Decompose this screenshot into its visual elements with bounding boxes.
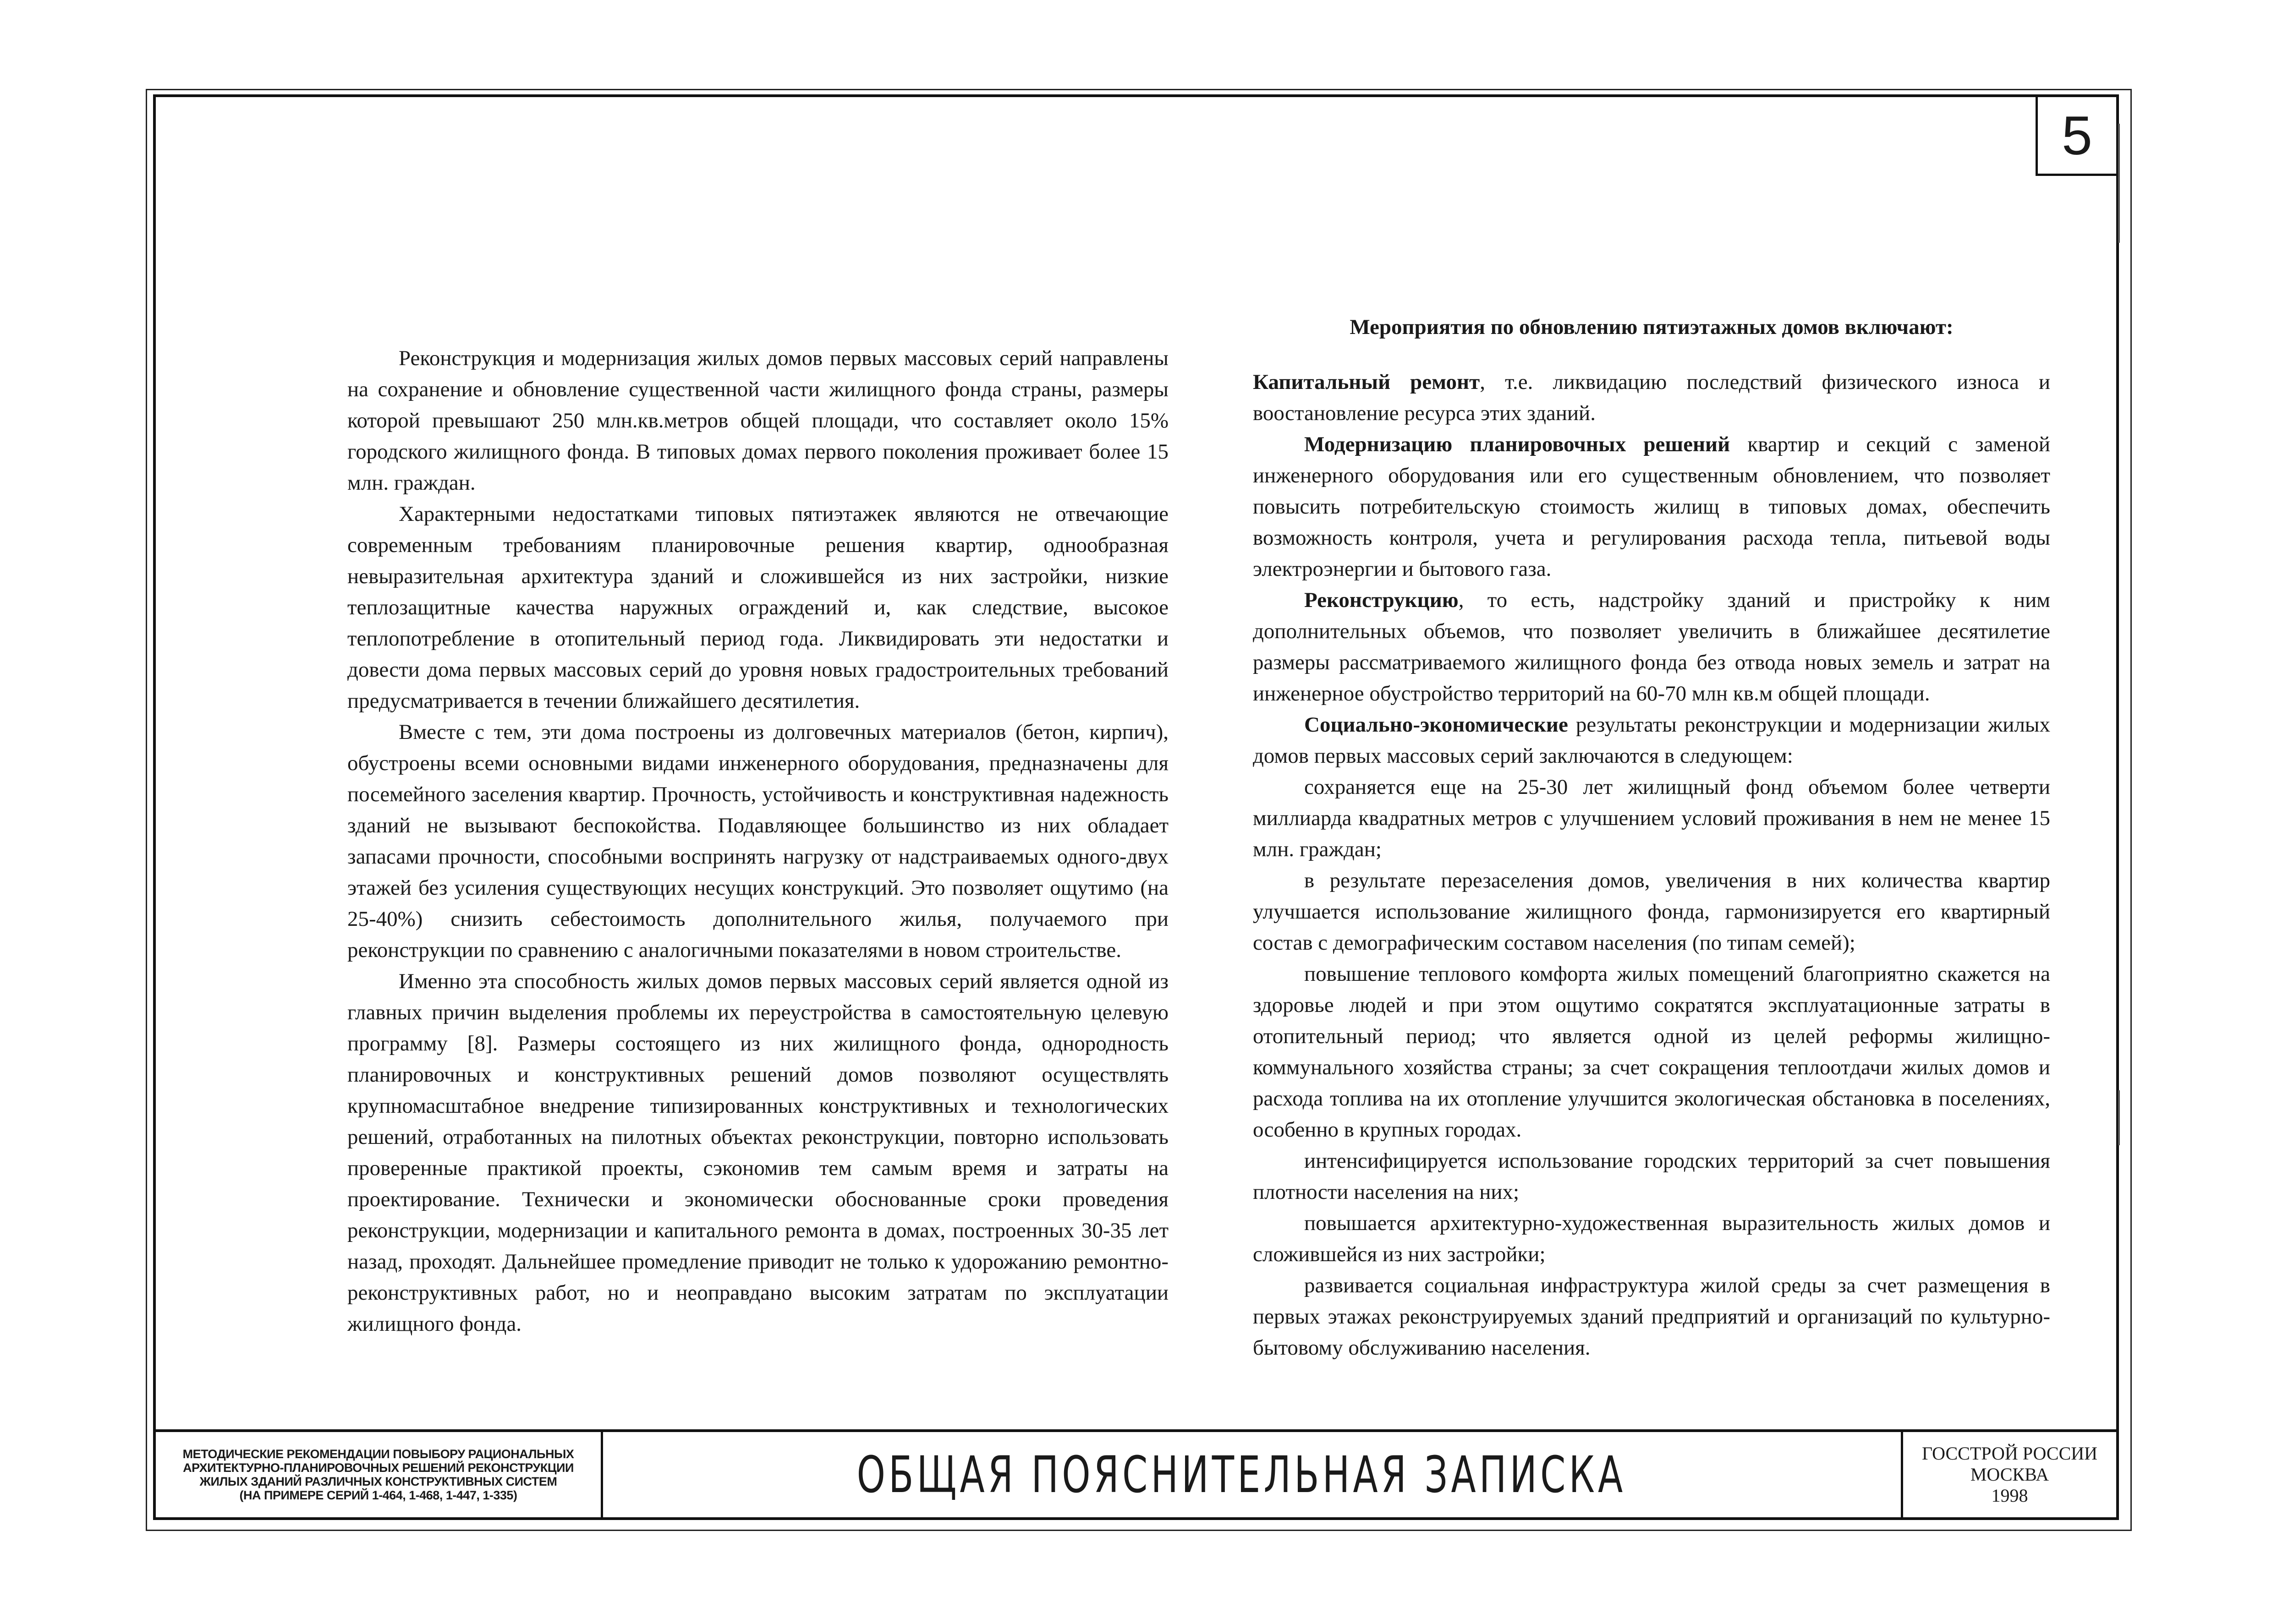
result-item: повышение теплового комфорта жилых помещений благоприятно скажется на здоровье людей и при этом ощутимо сократятся эксплуатационные затраты в отопительный период; что является одной из целей реформы жилищно-коммунального хозяйства страны; за счет сокращения теплоотдачи жилых домов и расхода топлива на их отопление улучшится экологическая обстановка в поселениях, особенно в крупных городах. (1253, 962, 2050, 1142)
result-item: развивается социальная инфраструктура жилой среды за счет размещения в первых этажах реконструируемых зданий предприятий и организаций по культурно-бытовому обслуживанию населения. (1253, 1274, 2050, 1360)
title-block-organization (1901, 1432, 2116, 1517)
right-text-column (1253, 312, 2050, 1363)
page-number: 5 (2062, 104, 2092, 166)
left-text-column (347, 343, 1169, 1340)
result-item: сохраняется еще на 25-30 лет жилищный фонд объемом более четверти миллиарда квадратных метров с улучшением условий проживания в нем не менее 15 млн. граждан; (1253, 775, 2050, 861)
description-line: (НА ПРИМЕРЕ СЕРИЙ 1-464, 1-468, 1-447, 1-335) (239, 1488, 517, 1502)
sheet-frame (153, 94, 2119, 1520)
scan-edge-mark (2118, 1090, 2120, 1145)
measure-title: Модернизацию планировочных решений (1304, 432, 1730, 456)
measure-modernization (1253, 429, 2050, 585)
organization-name: ГОССТРОЙ РОССИИ (1921, 1443, 2098, 1464)
measure-text: результаты реконструкции и модернизации жилых домов первых массовых серий заключаются в следующем: (1253, 713, 2050, 768)
section-heading: Мероприятия по обновлению пятиэтажных домов включают: (1350, 315, 1954, 339)
measure-text: квартир и секций с заменой инженерного оборудования или его существенным обновлением, что позволяет повысить потребительскую стоимость жилищ в типовых домах, обеспечить возможность контроля, учета и регулирования расхода тепла, питьевой воды электроэнергии и бытового газа. (1253, 432, 2050, 581)
measure-reconstruction (1253, 585, 2050, 709)
paragraph: Вместе с тем, эти дома построены из долговечных материалов (бетон, кирпич), обустроены всеми основными видами инженерного оборудования, предназначены для посемейного заселения квартир. Прочность, устойчивость и конструктивная надежность зданий не вызывают беспокойства. Подавляющее большинство из них обладает запасами прочности, способными воспринять нагрузку от надстраиваемых одного-двух этажей без усиления существующих несущих конструкций. Это позволяет ощутимо (на 25-40%) снизить себестоимость дополнительного жилья, получаемого при реконструкции по сравнению с аналогичными показателями в новом строительстве. (347, 720, 1169, 962)
measure-text: , т.е. ликвидацию последствий физического износа и воостановление ресурса этих зданий. (1253, 370, 2050, 425)
measure-text: , то есть, надстройку зданий и пристройку к ним дополнительных объемов, что позволяет увеличить в ближайшее десятилетие размеры рассматриваемого жилищного фонда без отвода новых земель и затрат на инженерное обустройство территорий на 60-70 млн кв.м общей площади. (1253, 588, 2050, 705)
result-item: повышается архитектурно-художественная выразительность жилых домов и сложившейся из них застройки; (1253, 1211, 2050, 1266)
description-line: АРХИТЕКТУРНО-ПЛАНИРОВОЧНЫХ РЕШЕНИЙ РЕКОНСТРУКЦИИ (183, 1461, 574, 1475)
result-item: в результате перезаселения домов, увеличения в них количества квартир улучшается использование жилищного фонда, гармонизируется его квартирный состав с демографическим составом населения (по типам семей); (1253, 869, 2050, 955)
title-block-description (156, 1432, 603, 1517)
measure-socio-economic (1253, 709, 2050, 771)
measure-capital-repair (1253, 366, 2050, 429)
document-title: ОБЩАЯ ПОЯСНИТЕЛЬНАЯ ЗАПИСКА (856, 1445, 1626, 1504)
description-line: МЕТОДИЧЕСКИЕ РЕКОМЕНДАЦИИ ПОВЫБОРУ РАЦИОНАЛЬНЫХ (182, 1447, 574, 1461)
measure-title: Социально-экономические (1304, 713, 1568, 737)
paragraph: Именно эта способность жилых домов первых массовых серий является одной из главных причин выделения проблемы их переустройства в самостоятельную целевую программу [8]. Размеры состоящего из них жилищного фонда, однородность планировочных и конструктивных решений домов позволяют осуществлять крупномасштабное внедрение типизированных конструктивных и технологических решений, отработанных на пилотных объектах реконструкции, повторно использовать проверенные практикой проекты, сэкономив тем самым время и затраты на проектирование. Технически и экономически обоснованные сроки проведения реконструкции, модернизации и капитального ремонта в домах, построенных 30-35 лет назад, проходят. Дальнейшее промедление приводит не только к удорожанию ремонтно-реконструктивных работ, но и неоправдано высоким затратам по эксплуатации жилищного фонда. (347, 969, 1169, 1336)
result-item: интенсифицируется использование городских территорий за счет повышения плотности населения на них; (1253, 1149, 2050, 1204)
scan-edge-mark (2118, 124, 2120, 243)
paragraph: Реконструкция и модернизация жилых домов первых массовых серий направлены на сохранение и обновление существенной части жилищного фонда страны, размеры которой превышают 250 млн.кв.метров общей площади, что составляет около 15% городского жилищного фонда. В типовых домах первого поколения проживает более 15 млн. граждан. (347, 346, 1169, 495)
title-block (156, 1429, 2116, 1517)
page-number-box (2036, 97, 2116, 176)
measure-title: Реконструкцию (1304, 588, 1459, 612)
measure-title: Капитальный ремонт (1253, 370, 1480, 394)
city-name: МОСКВА (1970, 1464, 2049, 1485)
description-line: ЖИЛЫХ ЗДАНИЙ РАЗЛИЧНЫХ КОНСТРУКТИВНЫХ СИСТЕМ (199, 1475, 557, 1488)
year: 1998 (1991, 1485, 2028, 1506)
paragraph: Характерными недостатками типовых пятиэтажек являются не отвечающие современным требованиям планировочные решения квартир, однообразная невыразительная архитектура зданий и сложившейся из них застройки, низкие теплозащитные качества наружных ограждений и, как следствие, высокое теплопотребление в отопительный период года. Ликвидировать эти недостатки и довести дома первых массовых серий до уровня новых градостроительных требований предусматривается в течении ближайшего десятилетия. (347, 502, 1169, 713)
